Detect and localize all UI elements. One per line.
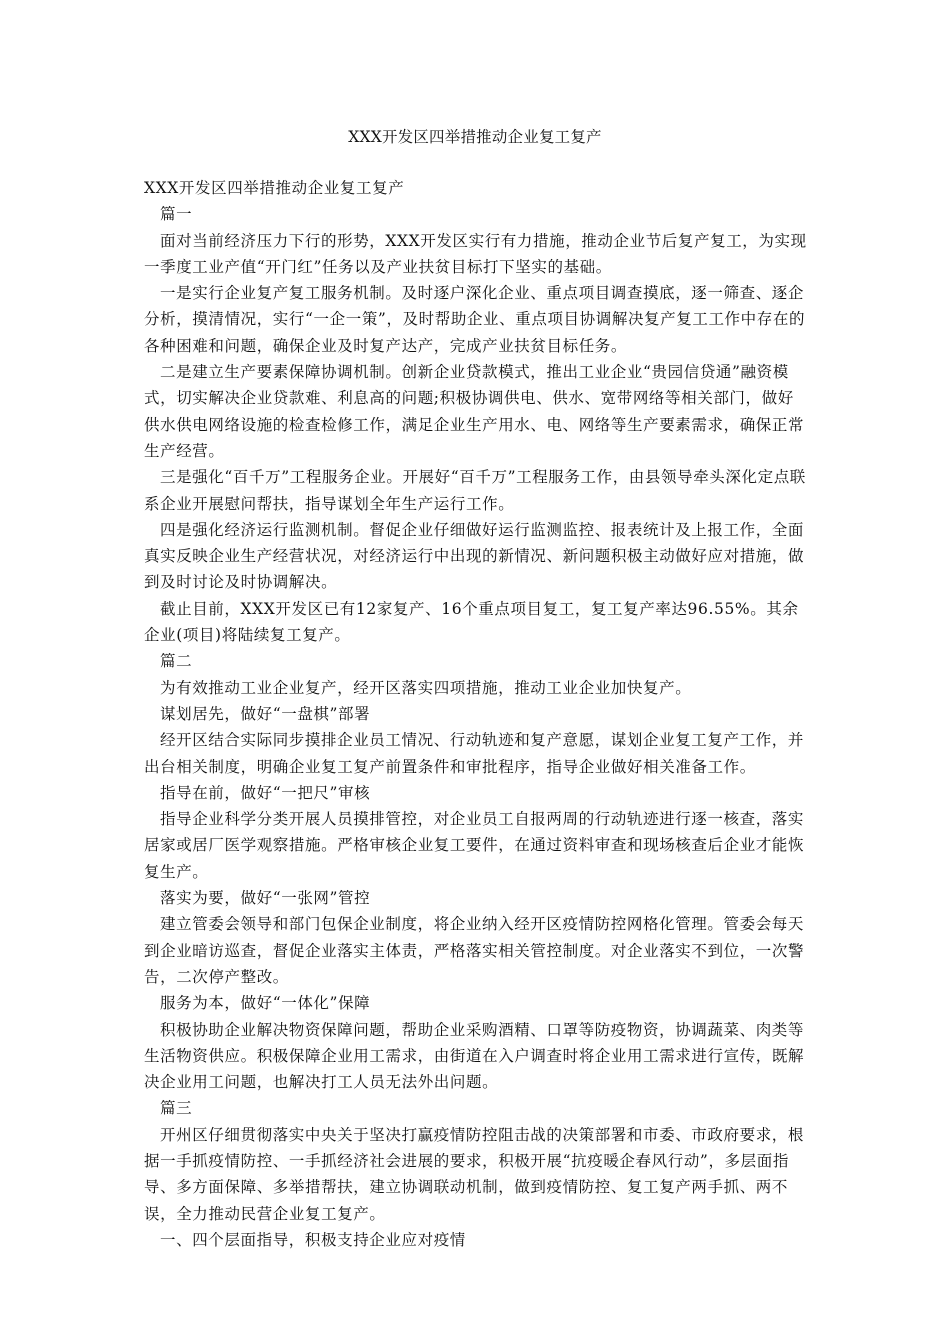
paragraph: 积极协助企业解决物资保障问题，帮助企业采购酒精、口罩等防疫物资，协调蔬菜、肉类等生活物资供应。积极保障企业用工需求，由街道在入户调查时将企业用工需求进行宣传，既解决企业用工问题，也解决打工人员无法外出问题。	[144, 1020, 805, 1092]
paragraph: 经开区结合实际同步摸排企业员工情况、行动轨迹和复产意愿，谋划企业复工复产工作，并出台相关制度，明确企业复工复产前置条件和审批程序，指导企业做好相关准备工作。	[144, 731, 805, 776]
paragraph: 服务为本，做好“一体化”保障	[160, 994, 371, 1013]
paragraph: 一、四个层面指导，积极支持企业应对疫情	[160, 1230, 466, 1249]
paragraph: 建立管委会领导和部门包保企业制度，将企业纳入经开区疫情防控网格化管理。管委会每天到企业暗访巡查，督促企业落实主体责，严格落实相关管控制度。对企业落实不到位，一次警告，二次停产整改。	[144, 915, 805, 986]
paragraph: 落实为要，做好“一张网”管控	[160, 889, 371, 908]
document-title: XXX开发区四举措推动企业复工复产	[348, 128, 602, 146]
paragraph: 一是实行企业复产复工服务机制。及时逐户深化企业、重点项目调查摸底，逐一筛查、逐企分析，摸清情况，实行“一企一策”，及时帮助企业、重点项目协调解决复产复工工作中存在的各种困难和问题，确保企业及时复产达产，完成产业扶贫目标任务。	[144, 284, 806, 355]
paragraph: 指导在前，做好“一把尺”审核	[160, 783, 371, 802]
paragraph: 开州区仔细贯彻落实中央关于坚决打赢疫情防控阻击战的决策部署和市委、市政府要求，根据一手抓疫情防控、一手抓经济社会进展的要求，积极开展“抗疫暖企春风行动”，多层面指导、多方面保障、多举措帮扶，建立协调联动机制，做到疫情防控、复工复产两手抓、两不误，全力推动民营企业复工复产。	[144, 1125, 805, 1223]
document-body	[144, 175, 808, 1253]
paragraph: 指导企业科学分类开展人员摸排管控，对企业员工自报两周的行动轨迹进行逐一核查，落实居家或居厂医学观察措施。严格审核企业复工要件，在通过资料审查和现场核查后企业才能恢复生产。	[144, 810, 805, 881]
paragraph: 截止目前，XXX开发区已有12家复产、16个重点项目复工，复工复产率达96.55%。其余企业(项目)将陆续复工复产。	[144, 599, 799, 645]
paragraph: XXX开发区四举措推动企业复工复产	[144, 179, 405, 197]
paragraph: 二是建立生产要素保障协调机制。创新企业贷款模式，推出工业企业“贵园信贷通”融资模式，切实解决企业贷款难、利息高的问题;积极协调供电、供水、宽带网络等相关部门，做好供水供电网络设施的检查检修工作，满足企业生产用水、电、网络等生产要素需求，确保正常生产经营。	[144, 363, 805, 460]
paragraph: 四是强化经济运行监测机制。督促企业仔细做好运行监测监控、报表统计及上报工作，全面真实反映企业生产经营状况，对经济运行中出现的新情况、新问题积极主动做好应对措施，做到及时讨论及时协调解决。	[144, 520, 805, 592]
paragraph: 谋划居先，做好“一盘棋”部署	[160, 704, 371, 723]
paragraph: 篇一	[160, 205, 193, 224]
paragraph: 为有效推动工业企业复产，经开区落实四项措施，推动工业企业加快复产。	[160, 678, 692, 697]
paragraph: 三是强化“百千万”工程服务企业。开展好“百千万”工程服务工作，由县领导牵头深化定点联系企业开展慰问帮扶，指导谋划全年生产运行工作。	[144, 468, 806, 513]
paragraph: 面对当前经济压力下行的形势，XXX开发区实行有力措施，推动企业节后复产复工，为实现一季度工业产值“开门红”任务以及产业扶贫目标打下坚实的基础。	[144, 231, 807, 276]
paragraph: 篇二	[160, 652, 193, 671]
paragraph: 篇三	[160, 1099, 193, 1118]
